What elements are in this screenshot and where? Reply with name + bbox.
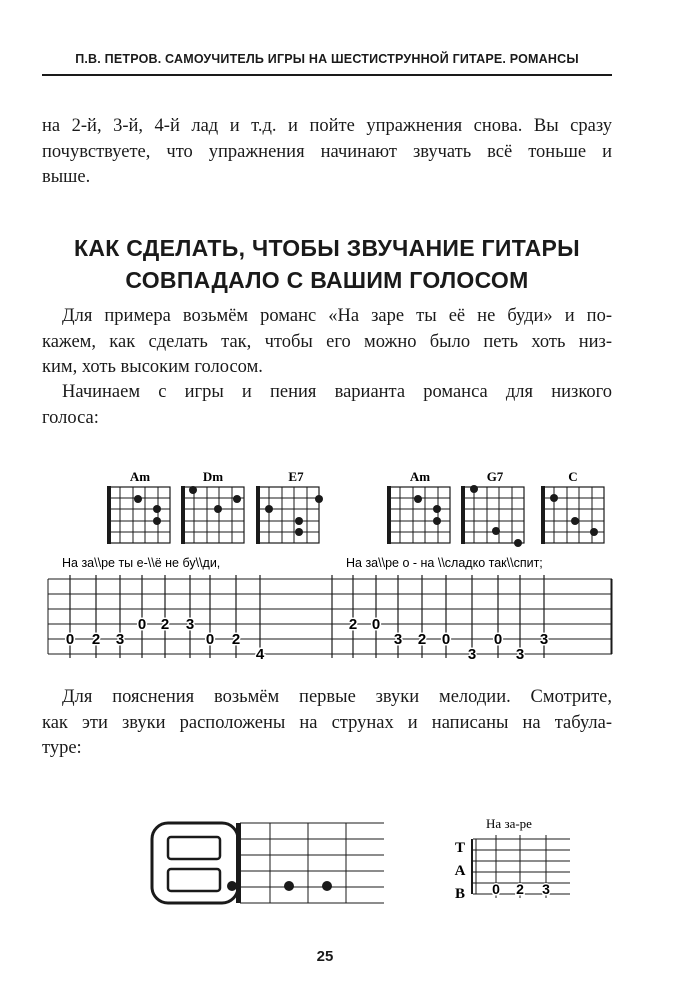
tab-fret-number: 0 xyxy=(493,631,503,648)
lyrics-line-1: На за\\ре ты е-\\ё не бу\\ди, xyxy=(62,556,221,570)
paragraph-explanation xyxy=(42,685,612,762)
chord-diagram-c xyxy=(541,486,604,544)
tab-letter: A xyxy=(454,863,466,879)
text-line: голоса: xyxy=(42,407,99,428)
tab-fret-number: 0 xyxy=(441,631,451,648)
note-dot xyxy=(227,881,237,891)
small-tab-lyric: На за-ре xyxy=(486,816,532,831)
chord-diagram-e7 xyxy=(256,486,323,544)
tab-fret-number: 2 xyxy=(516,881,524,897)
text-line: кажем, как сделать так, чтобы его можно было петь хоть низ- xyxy=(42,331,612,352)
tab-fret-number: 3 xyxy=(515,646,525,663)
tab-fret-number: 0 xyxy=(205,631,215,648)
tab-fret-number: 3 xyxy=(393,631,403,648)
tab-fret-number: 3 xyxy=(539,631,549,648)
chord-name: C xyxy=(568,469,578,484)
chord-diagram-g7 xyxy=(461,485,524,547)
tab-fret-number: 2 xyxy=(231,631,241,648)
heading-line: СОВПАДАЛО С ВАШИМ ГОЛОСОМ xyxy=(125,267,529,293)
chord-name: E7 xyxy=(288,469,304,484)
heading-line: КАК СДЕЛАТЬ, ЧТОБЫ ЗВУЧАНИЕ ГИТАРЫ xyxy=(74,235,580,261)
tab-fret-number: 2 xyxy=(91,631,101,648)
note-dot xyxy=(284,881,294,891)
text-line: туре: xyxy=(42,738,82,758)
chord-name: G7 xyxy=(486,469,504,484)
text-line: почувствуете, что упражнения начинают звучать всё тоньше и xyxy=(42,141,612,162)
text-line: Для примера возьмём романс «На заре ты её не буди» и по- xyxy=(62,306,612,326)
chord-name: Dm xyxy=(202,469,224,484)
tab-fret-number: 3 xyxy=(542,881,550,897)
small-tab-letters xyxy=(455,840,466,902)
chord-diagram-dm xyxy=(181,486,244,544)
tab-fret-number: 2 xyxy=(417,631,427,648)
tab-fret-number: 3 xyxy=(467,646,477,663)
text-line: Начинаем с игры и пения варианта романса для низкого xyxy=(62,382,612,402)
tab-fret-number: 4 xyxy=(255,646,265,663)
tab-letter: B xyxy=(454,886,466,902)
text-line: Для пояснения возьмём первые звуки мелодии. Смотрите, xyxy=(62,687,612,707)
running-header: П.В. ПЕТРОВ. САМОУЧИТЕЛЬ ИГРЫ НА ШЕСТИСТРУННОЙ ГИТАРЕ. РОМАНСЫ xyxy=(75,52,579,66)
tab-fret-number: 3 xyxy=(185,616,195,633)
chord-diagram-am xyxy=(107,486,170,544)
tab-fret-number: 0 xyxy=(137,616,147,633)
text-line: ким, хоть высоким голосом. xyxy=(42,357,263,377)
chord-name: Am xyxy=(129,469,151,484)
text-line: выше. xyxy=(42,167,91,187)
note-dot xyxy=(322,881,332,891)
tab-staff xyxy=(48,579,612,654)
tab-fret-number: 0 xyxy=(371,616,381,633)
tab-fret-number: 0 xyxy=(65,631,75,648)
text-line: на 2-й, 3-й, 4-й лад и т.д. и пойте упражнения снова. Вы сразу xyxy=(42,116,612,136)
lyrics-line-2: На за\\ре о - на \\сладко так\\спит; xyxy=(346,556,543,570)
guitar-neck-diagram xyxy=(152,823,384,903)
tab-fret-number: 2 xyxy=(348,616,358,633)
text-line: как эти звуки расположены на струнах и написаны на табула- xyxy=(42,712,612,733)
tab-fret-number: 0 xyxy=(492,881,500,897)
chord-diagram-am xyxy=(387,486,450,544)
tab-fret-number: 3 xyxy=(115,631,125,648)
tab-fret-number: 2 xyxy=(160,616,170,633)
page-number: 25 xyxy=(316,948,334,965)
tab-letter: T xyxy=(454,840,466,856)
chord-name: Am xyxy=(409,469,431,484)
